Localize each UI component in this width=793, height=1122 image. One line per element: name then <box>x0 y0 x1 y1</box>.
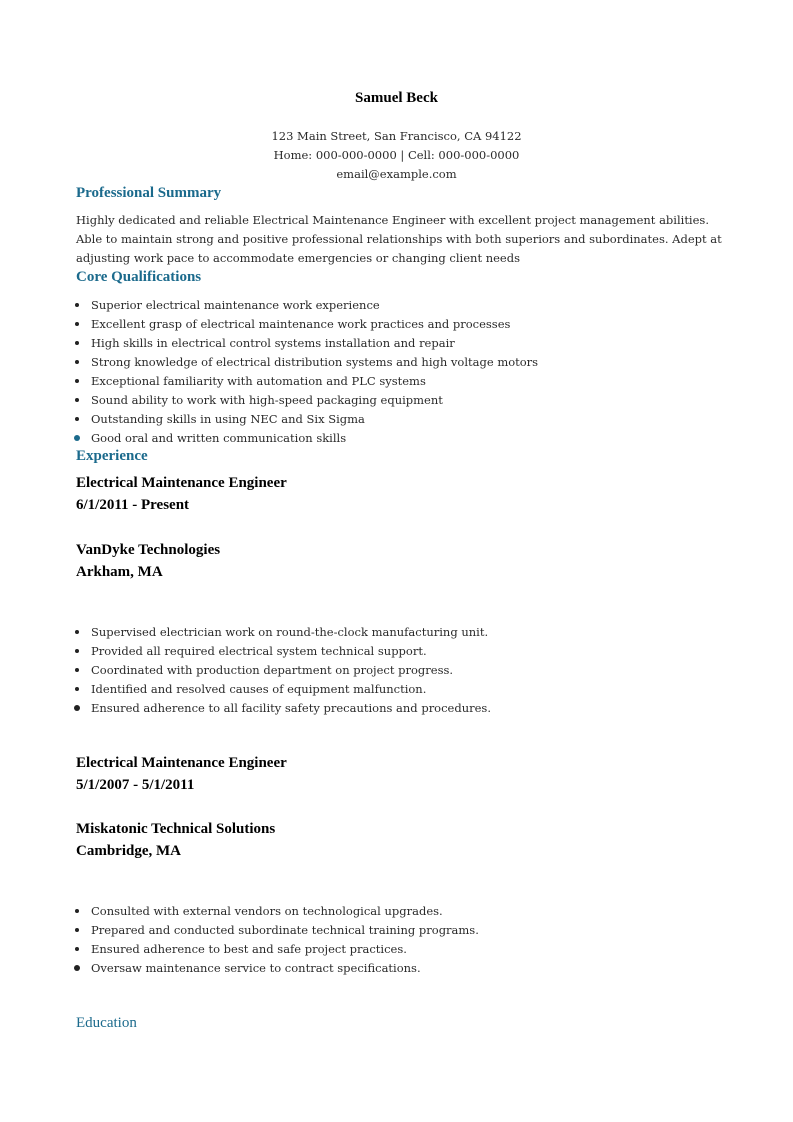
list-item: Coordinated with production department on project progress. <box>76 661 491 680</box>
bullet-icon <box>74 705 80 711</box>
bullet-icon <box>75 630 79 634</box>
list-item: Ensured adherence to best and safe project practices. <box>76 940 479 959</box>
bullet-icon <box>75 379 79 383</box>
summary-line-2: Able to maintain strong and positive professional relationships with both superiors and subordinates. Adept at <box>76 232 722 246</box>
job-duties-list <box>76 902 479 978</box>
bullet-icon <box>75 687 79 691</box>
bullet-icon <box>75 909 79 913</box>
section-title-qualifications: Core Qualifications <box>76 269 202 285</box>
email-line: email@example.com <box>336 167 457 181</box>
summary-line-3: adjusting work pace to accommodate emergencies or changing client needs <box>76 251 521 265</box>
bullet-icon <box>75 417 79 421</box>
job-title: Electrical Maintenance Engineer <box>76 475 287 491</box>
bullet-icon <box>75 303 79 307</box>
list-item: Exceptional familiarity with automation and PLC systems <box>76 372 538 391</box>
bullet-icon <box>75 947 79 951</box>
list-item: Provided all required electrical system technical support. <box>76 642 491 661</box>
bullet-icon <box>75 398 79 402</box>
bullet-icon <box>74 965 80 971</box>
job-dates: 5/1/2007 - 5/1/2011 <box>76 777 195 793</box>
section-title-education: Education <box>76 1015 137 1031</box>
list-item: Prepared and conducted subordinate technical training programs. <box>76 921 479 940</box>
list-item: High skills in electrical control systems installation and repair <box>76 334 538 353</box>
job-company: VanDyke Technologies <box>76 542 221 558</box>
bullet-icon <box>75 928 79 932</box>
section-title-experience: Experience <box>76 448 148 464</box>
list-item: Oversaw maintenance service to contract specifications. <box>76 959 479 978</box>
bullet-icon <box>74 435 80 441</box>
list-item: Strong knowledge of electrical distribution systems and high voltage motors <box>76 353 538 372</box>
job-title: Electrical Maintenance Engineer <box>76 755 287 771</box>
phone-line: Home: 000-000-0000 | Cell: 000-000-0000 <box>273 148 520 162</box>
list-item: Identified and resolved causes of equipment malfunction. <box>76 680 491 699</box>
list-item: Ensured adherence to all facility safety precautions and procedures. <box>76 699 491 718</box>
summary-line-1: Highly dedicated and reliable Electrical Maintenance Engineer with excellent project management abilities. <box>76 213 709 227</box>
job-company: Miskatonic Technical Solutions <box>76 821 276 837</box>
bullet-icon <box>75 668 79 672</box>
list-item: Sound ability to work with high-speed packaging equipment <box>76 391 538 410</box>
list-item: Supervised electrician work on round-the-clock manufacturing unit. <box>76 623 491 642</box>
section-title-summary: Professional Summary <box>76 185 222 201</box>
qualifications-list <box>76 296 538 448</box>
bullet-icon <box>75 322 79 326</box>
job-location: Arkham, MA <box>76 564 163 580</box>
list-item: Superior electrical maintenance work experience <box>76 296 538 315</box>
address-line: 123 Main Street, San Francisco, CA 94122 <box>271 129 522 143</box>
job-location: Cambridge, MA <box>76 843 181 859</box>
list-item: Consulted with external vendors on technological upgrades. <box>76 902 479 921</box>
list-item: Excellent grasp of electrical maintenance work practices and processes <box>76 315 538 334</box>
job-duties-list <box>76 623 491 718</box>
list-item: Outstanding skills in using NEC and Six Sigma <box>76 410 538 429</box>
bullet-icon <box>75 360 79 364</box>
bullet-icon <box>75 649 79 653</box>
list-item: Good oral and written communication skills <box>76 429 538 448</box>
candidate-name: Samuel Beck <box>355 90 438 106</box>
job-dates: 6/1/2011 - Present <box>76 497 190 513</box>
bullet-icon <box>75 341 79 345</box>
